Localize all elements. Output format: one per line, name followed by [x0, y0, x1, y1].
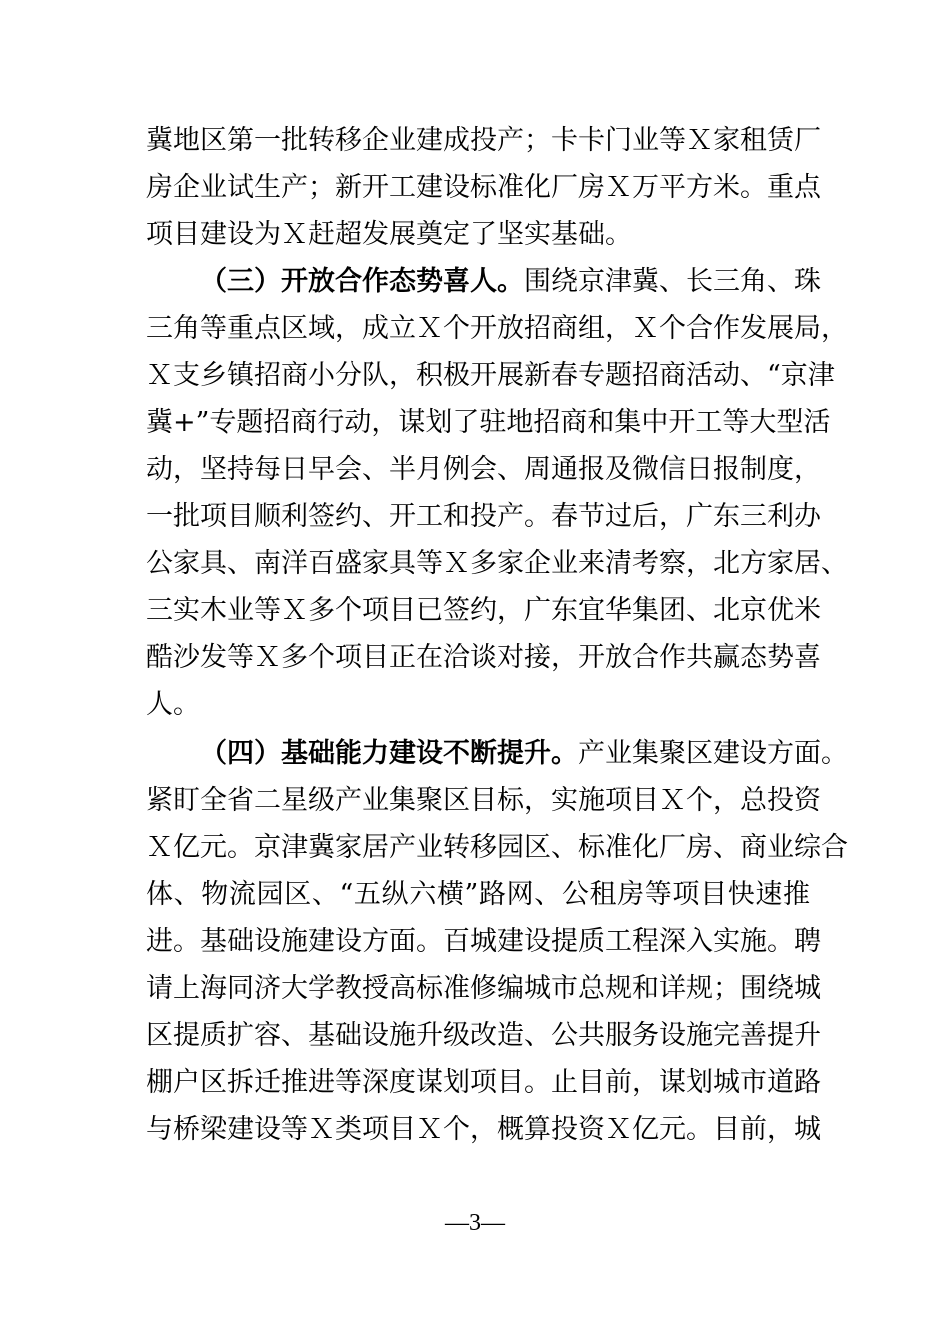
paragraph-line: 与桥梁建设等Ｘ类项目Ｘ个，概算投资Ｘ亿元。目前，城 — [146, 1114, 821, 1145]
paragraph-line: 动，坚持每日早会、半月例会、周通报及微信日报制度， — [146, 454, 821, 485]
paragraph-line: 酷沙发等Ｘ多个项目正在洽谈对接，开放合作共赢态势喜 — [146, 642, 821, 673]
paragraph-line: 体、物流园区、“五纵六横”路网、公租房等项目快速推 — [146, 879, 810, 910]
page-number: —3— — [445, 1210, 505, 1236]
paragraph-line: 紧盯全省二星级产业集聚区目标，实施项目Ｘ个，总投资 — [146, 785, 821, 816]
paragraph-line: 项目建设为Ｘ赶超发展奠定了坚实基础。 — [146, 219, 632, 250]
section-heading: （三）开放合作态势喜人。 — [200, 266, 524, 297]
paragraph-line: 公家具、南洋百盛家具等Ｘ多家企业来清考察，北方家居、 — [146, 548, 848, 579]
paragraph-line: 房企业试生产；新开工建设标准化厂房Ｘ万平方米。重点 — [146, 172, 821, 203]
paragraph-line: Ｘ支乡镇招商小分队，积极开展新春专题招商活动、“京津 — [146, 360, 835, 391]
paragraph-line: 三实木业等Ｘ多个项目已签约，广东宜华集团、北京优米 — [146, 595, 821, 626]
paragraph-line: 冀地区第一批转移企业建成投产；卡卡门业等Ｘ家租赁厂 — [146, 125, 821, 156]
paragraph-line: 棚户区拆迁推进等深度谋划项目。止目前，谋划城市道路 — [146, 1067, 821, 1098]
paragraph-line: 区提质扩容、基础设施升级改造、公共服务设施完善提升 — [146, 1020, 821, 1051]
paragraph-line: 冀+”专题招商行动，谋划了驻地招商和集中开工等大型活 — [146, 407, 831, 438]
paragraph-line: 人。 — [146, 689, 200, 720]
paragraph-line: 三角等重点区域，成立Ｘ个开放招商组，Ｘ个合作发展局， — [146, 313, 848, 344]
paragraph-line: Ｘ亿元。京津冀家居产业转移园区、标准化厂房、商业综合 — [146, 832, 848, 863]
section-heading: （四）基础能力建设不断提升。 — [200, 738, 578, 769]
paragraph-line: 一批项目顺利签约、开工和投产。春节过后，广东三利办 — [146, 501, 821, 532]
paragraph-line: 请上海同济大学教授高标准修编城市总规和详规；围绕城 — [146, 973, 821, 1004]
paragraph-line: 进。基础设施建设方面。百城建设提质工程深入实施。聘 — [146, 926, 821, 957]
section-heading-line: （四）基础能力建设不断提升。产业集聚区建设方面。 — [200, 738, 848, 769]
section-heading-line: （三）开放合作态势喜人。围绕京津冀、长三角、珠 — [200, 266, 821, 297]
